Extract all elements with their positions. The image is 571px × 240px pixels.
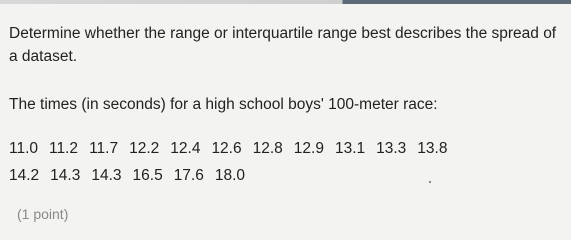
dataset-value: 16.5 <box>132 167 163 184</box>
dataset-values-row-2 <box>9 166 245 186</box>
dataset-value: 12.4 <box>170 140 201 157</box>
dataset-value: 13.1 <box>334 140 366 157</box>
question-prompt: Determine whether the range or interquartile range best describes the spread of a dataset. <box>9 25 557 65</box>
dataset-value: 18.0 <box>214 167 246 184</box>
dataset-value: 13.8 <box>417 140 448 157</box>
dataset-value: 13.3 <box>376 140 407 157</box>
points-label: (1 point) <box>17 206 69 222</box>
dataset-value: 11.0 <box>9 140 39 157</box>
dataset-value: 12.2 <box>129 140 160 157</box>
dataset-value: 14.3 <box>50 167 81 184</box>
dataset-value: 12.9 <box>293 140 324 157</box>
dataset-description: The times (in seconds) for a high school boys' 100-meter race: <box>9 96 438 113</box>
dataset-value: 12.8 <box>252 140 283 157</box>
dataset-value: 11.2 <box>49 140 79 157</box>
dataset-value: 12.6 <box>211 140 242 157</box>
dataset-value: 14.3 <box>91 167 122 184</box>
dataset-values-row-1 <box>9 139 447 159</box>
top-divider <box>0 0 571 4</box>
dataset-value: 14.2 <box>9 167 40 184</box>
stray-mark <box>429 181 431 183</box>
dataset-value: 17.6 <box>173 167 204 184</box>
dataset-value: 11.7 <box>89 140 119 157</box>
